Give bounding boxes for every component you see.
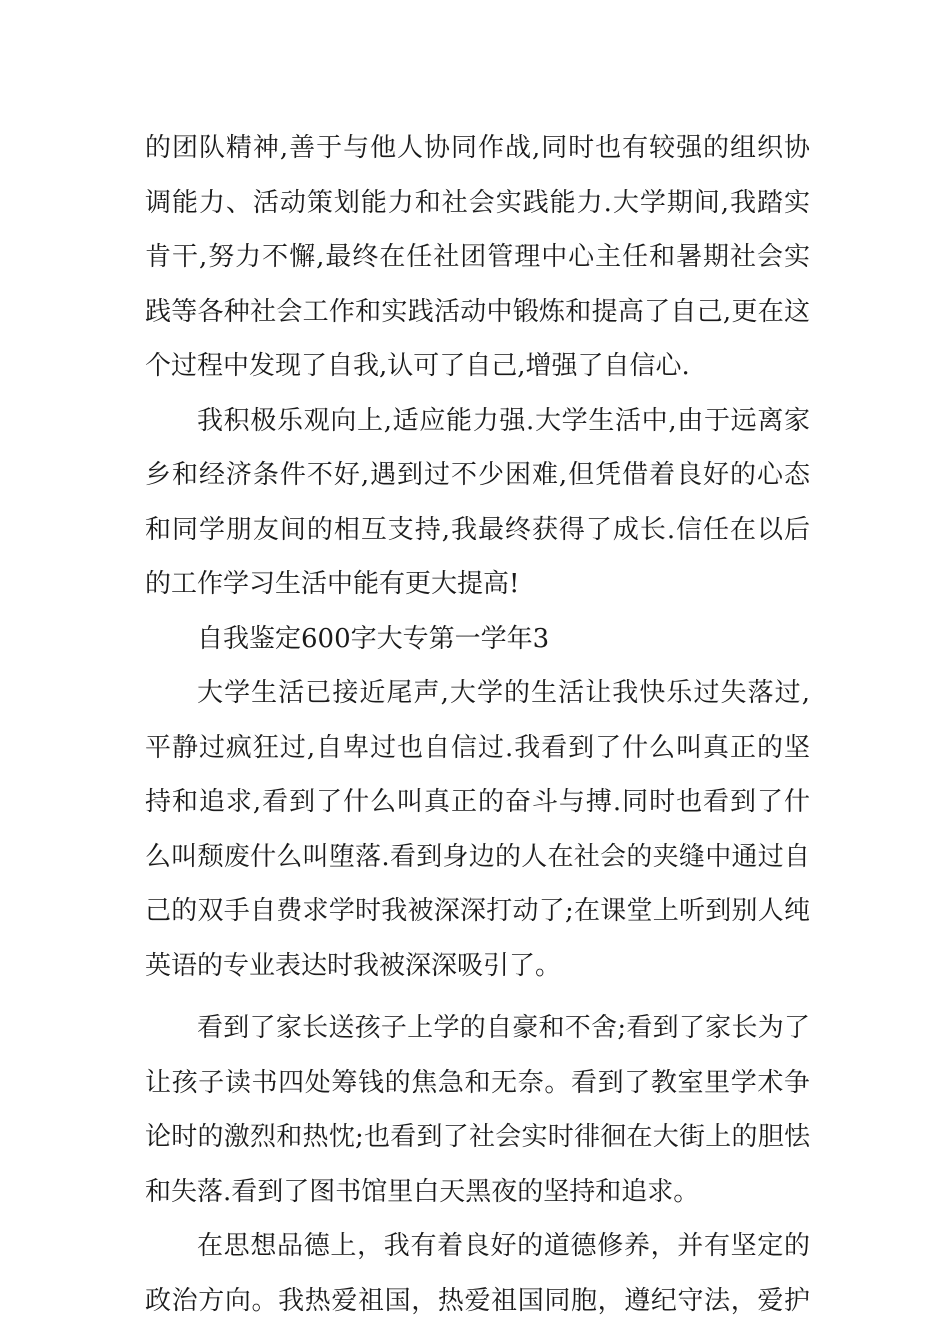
paragraph-line: 调能力、活动策划能力和社会实践能力.大学期间,我踏实 (145, 188, 810, 218)
paragraph-line: 让孩子读书四处筹钱的焦急和无奈。看到了教室里学术争 (145, 1068, 810, 1098)
section-heading: 自我鉴定600字大专第一学年3 (197, 624, 550, 654)
paragraph-line: 的工作学习生活中能有更大提高! (145, 569, 520, 599)
paragraph-line: 践等各种社会工作和实践活动中锻炼和提高了自己,更在这 (145, 297, 810, 327)
paragraph-line: 和失落.看到了图书馆里白天黑夜的坚持和追求。 (145, 1177, 700, 1207)
paragraph-line: 肯干,努力不懈,最终在任社团管理中心主任和暑期社会实 (145, 242, 810, 272)
paragraph-line: 在思想品德上，我有着良好的道德修养，并有坚定的 (197, 1231, 810, 1261)
paragraph-line: 乡和经济条件不好,遇到过不少困难,但凭借着良好的心态 (145, 460, 810, 490)
paragraph-line: 个过程中发现了自我,认可了自己,增强了自信心. (145, 351, 690, 381)
paragraph-line: 看到了家长送孩子上学的自豪和不舍;看到了家长为了 (197, 1013, 810, 1043)
paragraph-line: 我积极乐观向上,适应能力强.大学生活中,由于远离家 (197, 406, 810, 436)
paragraph-line: 么叫颓废什么叫堕落.看到身边的人在社会的夹缝中通过自 (145, 842, 810, 872)
paragraph-line: 政治方向。我热爱祖国，热爱祖国同胞，遵纪守法，爱护 (145, 1286, 810, 1316)
paragraph-line: 英语的专业表达时我被深深吸引了。 (145, 951, 562, 981)
paragraph-line: 和同学朋友间的相互支持,我最终获得了成长.信任在以后 (145, 515, 810, 545)
paragraph-line: 的团队精神,善于与他人协同作战,同时也有较强的组织协 (145, 133, 810, 163)
paragraph-line: 己的双手自费求学时我被深深打动了;在课堂上听到别人纯 (145, 896, 810, 926)
paragraph-line: 大学生活已接近尾声,大学的生活让我快乐过失落过, (197, 678, 810, 708)
paragraph-line: 平静过疯狂过,自卑过也自信过.我看到了什么叫真正的坚 (145, 733, 810, 763)
paragraph-line: 持和追求,看到了什么叫真正的奋斗与搏.同时也看到了什 (145, 787, 810, 817)
paragraph-line: 论时的激烈和热忱;也看到了社会实时徘徊在大街上的胆怯 (145, 1122, 810, 1152)
